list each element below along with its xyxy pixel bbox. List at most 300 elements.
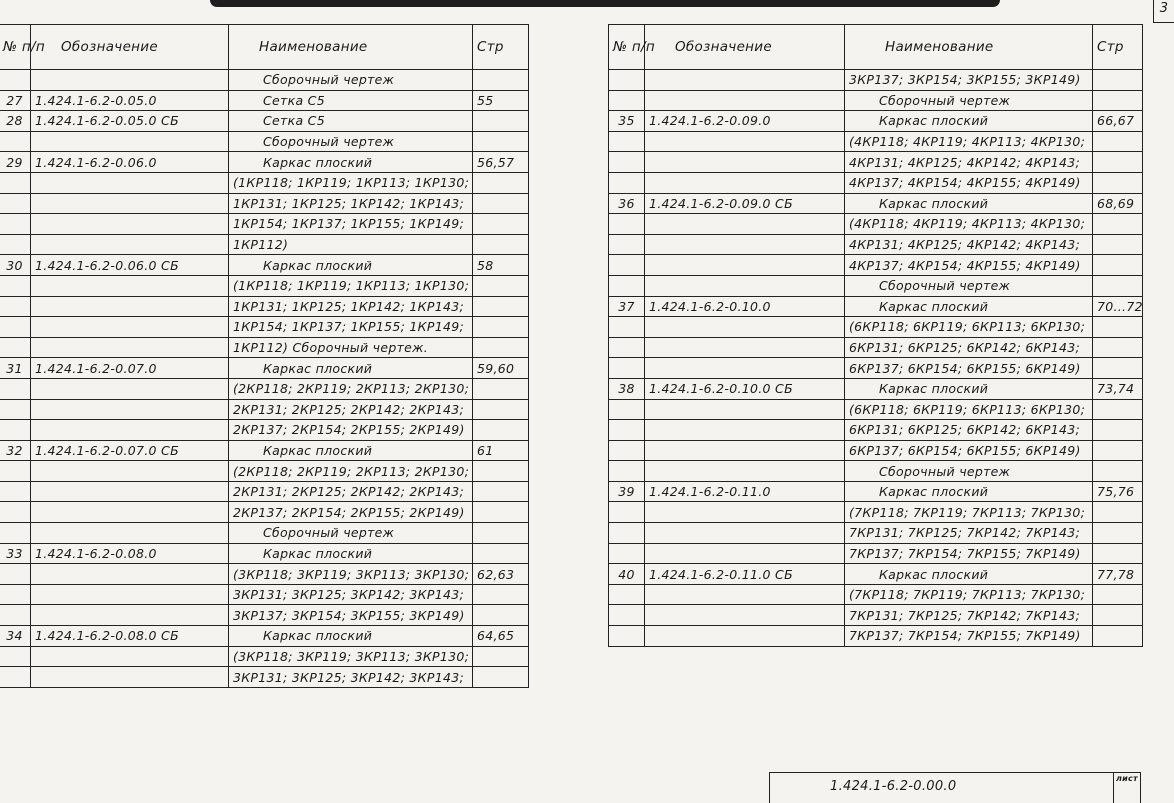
- row-number: 30: [0, 255, 31, 276]
- row-name: Каркас плоский: [229, 626, 473, 647]
- row-designation: [645, 70, 845, 91]
- row-page: [1093, 502, 1143, 523]
- header-number: № п/п: [0, 25, 31, 70]
- row-designation: [31, 317, 229, 338]
- table-row: [0, 111, 529, 132]
- row-name: 1КР154; 1КР137; 1КР155; 1КР149;: [229, 214, 473, 235]
- row-number: [609, 337, 645, 358]
- row-name: 4КР131; 4КР125; 4КР142; 4КР143;: [845, 234, 1093, 255]
- row-page: [473, 234, 529, 255]
- row-designation: [31, 214, 229, 235]
- header-name: Наименование: [229, 25, 473, 70]
- row-designation: [31, 172, 229, 193]
- row-designation: 1.424.1-6.2-0.11.0 СБ: [645, 564, 845, 585]
- row-number: [0, 667, 31, 688]
- row-designation: [31, 337, 229, 358]
- row-page: [473, 399, 529, 420]
- row-name: 3КР137; 3КР154; 3КР155; 3КР149): [845, 70, 1093, 91]
- row-number: [609, 358, 645, 379]
- row-page: [1093, 523, 1143, 544]
- table-row: [609, 523, 1143, 544]
- table-row: [0, 234, 529, 255]
- row-number: [609, 234, 645, 255]
- row-designation: [31, 296, 229, 317]
- table-row: [0, 358, 529, 379]
- table-row: [609, 358, 1143, 379]
- row-number: [609, 214, 645, 235]
- table-row: [0, 90, 529, 111]
- row-page: 62,63: [473, 564, 529, 585]
- table-row: [0, 523, 529, 544]
- row-page: [1093, 420, 1143, 441]
- row-page: [1093, 461, 1143, 482]
- row-designation: [31, 584, 229, 605]
- row-designation: [31, 523, 229, 544]
- row-page: [473, 317, 529, 338]
- row-number: [0, 172, 31, 193]
- row-designation: 1.424.1-6.2-0.06.0 СБ: [31, 255, 229, 276]
- row-designation: 1.424.1-6.2-0.11.0: [645, 481, 845, 502]
- sheet-number: 3: [1153, 0, 1174, 23]
- row-designation: [645, 543, 845, 564]
- row-name: Сборочный чертеж: [845, 90, 1093, 111]
- row-designation: [645, 399, 845, 420]
- row-number: 32: [0, 440, 31, 461]
- row-name: Каркас плоский: [229, 543, 473, 564]
- row-name: 3КР131; 3КР125; 3КР142; 3КР143;: [229, 584, 473, 605]
- table-header-row: [0, 25, 529, 70]
- row-designation: 1.424.1-6.2-0.05.0 СБ: [31, 111, 229, 132]
- row-name: (3КР118; 3КР119; 3КР113; 3КР130;: [229, 564, 473, 585]
- row-name: 1КР131; 1КР125; 1КР142; 1КР143;: [229, 296, 473, 317]
- row-name: 7КР131; 7КР125; 7КР142; 7КР143;: [845, 605, 1093, 626]
- table-row: [0, 378, 529, 399]
- table-row: [609, 502, 1143, 523]
- table-row: [609, 440, 1143, 461]
- row-name: (7КР118; 7КР119; 7КР113; 7КР130;: [845, 502, 1093, 523]
- row-designation: [645, 172, 845, 193]
- row-page: [473, 111, 529, 132]
- row-name: 6КР137; 6КР154; 6КР155; 6КР149): [845, 440, 1093, 461]
- row-designation: [645, 152, 845, 173]
- row-designation: [645, 584, 845, 605]
- row-number: [0, 502, 31, 523]
- row-number: [0, 337, 31, 358]
- table-row: [0, 152, 529, 173]
- row-name: 3КР137; 3КР154; 3КР155; 3КР149): [229, 605, 473, 626]
- row-page: 56,57: [473, 152, 529, 173]
- row-page: 68,69: [1093, 193, 1143, 214]
- row-number: [0, 584, 31, 605]
- row-name: 6КР137; 6КР154; 6КР155; 6КР149): [845, 358, 1093, 379]
- row-page: 59,60: [473, 358, 529, 379]
- table-row: [609, 584, 1143, 605]
- row-number: [609, 605, 645, 626]
- row-page: [473, 667, 529, 688]
- row-number: [0, 523, 31, 544]
- table-row: [609, 461, 1143, 482]
- table-row: [609, 234, 1143, 255]
- row-page: 77,78: [1093, 564, 1143, 585]
- row-designation: [645, 214, 845, 235]
- row-number: 34: [0, 626, 31, 647]
- row-number: [0, 420, 31, 441]
- row-page: [1093, 584, 1143, 605]
- row-page: [473, 543, 529, 564]
- row-page: [1093, 275, 1143, 296]
- table-row: [609, 255, 1143, 276]
- row-designation: [645, 502, 845, 523]
- row-designation: [645, 317, 845, 338]
- row-designation: 1.424.1-6.2-0.07.0 СБ: [31, 440, 229, 461]
- row-number: 28: [0, 111, 31, 132]
- row-number: [609, 317, 645, 338]
- row-designation: [31, 70, 229, 91]
- row-number: [0, 275, 31, 296]
- row-designation: 1.424.1-6.2-0.05.0: [31, 90, 229, 111]
- row-designation: [31, 481, 229, 502]
- row-page: [1093, 358, 1143, 379]
- table-row: [0, 626, 529, 647]
- table-row: [0, 255, 529, 276]
- row-number: [609, 523, 645, 544]
- row-designation: [31, 275, 229, 296]
- row-page: [473, 296, 529, 317]
- row-page: 64,65: [473, 626, 529, 647]
- table-row: [0, 461, 529, 482]
- table-row: [0, 214, 529, 235]
- table-row: [0, 317, 529, 338]
- row-designation: 1.424.1-6.2-0.06.0: [31, 152, 229, 173]
- row-number: [609, 172, 645, 193]
- row-name: Сетка С5: [229, 90, 473, 111]
- row-page: [1093, 152, 1143, 173]
- row-page: [1093, 90, 1143, 111]
- table-row: [609, 626, 1143, 647]
- row-number: [609, 275, 645, 296]
- row-number: [0, 605, 31, 626]
- row-page: [473, 502, 529, 523]
- row-name: Каркас плоский: [845, 378, 1093, 399]
- row-number: [609, 626, 645, 647]
- row-number: [609, 255, 645, 276]
- table-row: [609, 564, 1143, 585]
- row-designation: [645, 275, 845, 296]
- row-page: [473, 275, 529, 296]
- table-row: [0, 646, 529, 667]
- row-number: [0, 378, 31, 399]
- row-number: 33: [0, 543, 31, 564]
- row-number: [609, 440, 645, 461]
- row-designation: [645, 461, 845, 482]
- row-name: 6КР131; 6КР125; 6КР142; 6КР143;: [845, 420, 1093, 441]
- table-row: [609, 193, 1143, 214]
- title-block-stamp: [769, 772, 1141, 803]
- row-designation: 1.424.1-6.2-0.10.0: [645, 296, 845, 317]
- row-designation: [645, 90, 845, 111]
- row-name: Сетка С5: [229, 111, 473, 132]
- row-designation: [31, 378, 229, 399]
- row-page: [1093, 399, 1143, 420]
- table-row: [609, 337, 1143, 358]
- row-name: Сборочный чертеж: [229, 523, 473, 544]
- index-table-left: [0, 24, 529, 688]
- row-page: [473, 646, 529, 667]
- row-name: (6КР118; 6КР119; 6КР113; 6КР130;: [845, 317, 1093, 338]
- row-designation: 1.424.1-6.2-0.08.0: [31, 543, 229, 564]
- row-number: 38: [609, 378, 645, 399]
- row-name: (2КР118; 2КР119; 2КР113; 2КР130;: [229, 378, 473, 399]
- row-name: 2КР137; 2КР154; 2КР155; 2КР149): [229, 502, 473, 523]
- row-page: 66,67: [1093, 111, 1143, 132]
- row-designation: 1.424.1-6.2-0.09.0 СБ: [645, 193, 845, 214]
- row-name: Сборочный чертеж: [229, 70, 473, 91]
- header-name: Наименование: [845, 25, 1093, 70]
- row-page: [1093, 70, 1143, 91]
- row-name: 3КР131; 3КР125; 3КР142; 3КР143;: [229, 667, 473, 688]
- row-page: [1093, 337, 1143, 358]
- table-row: [0, 193, 529, 214]
- table-row: [609, 317, 1143, 338]
- table-row: [609, 70, 1143, 91]
- header-number: № п/п: [609, 25, 645, 70]
- table-body-left: [0, 70, 529, 688]
- row-name: Каркас плоский: [845, 296, 1093, 317]
- table-row: [0, 605, 529, 626]
- row-page: 55: [473, 90, 529, 111]
- table-row: [0, 543, 529, 564]
- row-number: 31: [0, 358, 31, 379]
- row-name: Каркас плоский: [845, 111, 1093, 132]
- row-designation: [31, 605, 229, 626]
- table-row: [0, 481, 529, 502]
- row-page: [473, 420, 529, 441]
- row-designation: [645, 523, 845, 544]
- row-number: [609, 131, 645, 152]
- row-number: [609, 543, 645, 564]
- row-number: [0, 317, 31, 338]
- row-number: 40: [609, 564, 645, 585]
- row-name: 2КР137; 2КР154; 2КР155; 2КР149): [229, 420, 473, 441]
- row-number: [609, 502, 645, 523]
- row-page: [1093, 626, 1143, 647]
- row-number: [0, 461, 31, 482]
- header-designation: Обозначение: [645, 25, 845, 70]
- table-row: [609, 111, 1143, 132]
- row-name: Каркас плоский: [845, 481, 1093, 502]
- row-name: 4КР137; 4КР154; 4КР155; 4КР149): [845, 255, 1093, 276]
- row-name: 4КР131; 4КР125; 4КР142; 4КР143;: [845, 152, 1093, 173]
- row-number: [0, 131, 31, 152]
- row-number: [609, 90, 645, 111]
- table-row: [0, 440, 529, 461]
- table-row: [0, 337, 529, 358]
- table-row: [609, 296, 1143, 317]
- row-designation: 1.424.1-6.2-0.07.0: [31, 358, 229, 379]
- top-border-line: [210, 0, 1000, 7]
- row-name: (3КР118; 3КР119; 3КР113; 3КР130;: [229, 646, 473, 667]
- row-number: [609, 584, 645, 605]
- row-number: [0, 296, 31, 317]
- row-page: [473, 214, 529, 235]
- row-designation: [645, 255, 845, 276]
- row-name: 1КР112) Сборочный чертеж.: [229, 337, 473, 358]
- row-number: [609, 152, 645, 173]
- row-designation: [645, 337, 845, 358]
- row-name: 1КР154; 1КР137; 1КР155; 1КР149;: [229, 317, 473, 338]
- row-designation: [31, 502, 229, 523]
- row-page: [1093, 605, 1143, 626]
- table-row: [609, 275, 1143, 296]
- row-page: [473, 337, 529, 358]
- table-row: [0, 275, 529, 296]
- row-page: 70...72: [1093, 296, 1143, 317]
- row-page: [473, 461, 529, 482]
- table-row: [609, 214, 1143, 235]
- row-page: [473, 481, 529, 502]
- row-designation: [31, 131, 229, 152]
- table-row: [609, 378, 1143, 399]
- table-row: [0, 131, 529, 152]
- row-page: 58: [473, 255, 529, 276]
- index-table-right: [608, 24, 1143, 647]
- table-row: [0, 564, 529, 585]
- row-name: 6КР131; 6КР125; 6КР142; 6КР143;: [845, 337, 1093, 358]
- header-page: Стр: [1093, 25, 1143, 70]
- table-row: [0, 667, 529, 688]
- row-number: [0, 234, 31, 255]
- row-designation: 1.424.1-6.2-0.10.0 СБ: [645, 378, 845, 399]
- row-number: [609, 70, 645, 91]
- row-name: Каркас плоский: [229, 152, 473, 173]
- row-page: [473, 131, 529, 152]
- row-page: [473, 523, 529, 544]
- table-row: [609, 399, 1143, 420]
- row-designation: [645, 605, 845, 626]
- row-designation: [645, 626, 845, 647]
- table-row: [609, 605, 1143, 626]
- row-page: 75,76: [1093, 481, 1143, 502]
- table-row: [0, 399, 529, 420]
- row-name: 7КР137; 7КР154; 7КР155; 7КР149): [845, 626, 1093, 647]
- row-number: [0, 564, 31, 585]
- row-name: Каркас плоский: [845, 564, 1093, 585]
- row-name: (7КР118; 7КР119; 7КР113; 7КР130;: [845, 584, 1093, 605]
- row-page: [473, 172, 529, 193]
- row-designation: [31, 420, 229, 441]
- row-number: [609, 399, 645, 420]
- row-page: 61: [473, 440, 529, 461]
- row-name: Каркас плоский: [845, 193, 1093, 214]
- row-name: Каркас плоский: [229, 255, 473, 276]
- table-row: [0, 502, 529, 523]
- row-name: (6КР118; 6КР119; 6КР113; 6КР130;: [845, 399, 1093, 420]
- table-row: [609, 172, 1143, 193]
- table-row: [609, 420, 1143, 441]
- row-name: 2КР131; 2КР125; 2КР142; 2КР143;: [229, 481, 473, 502]
- row-page: [1093, 440, 1143, 461]
- row-number: 36: [609, 193, 645, 214]
- row-page: [473, 378, 529, 399]
- row-page: [473, 70, 529, 91]
- table-row: [0, 172, 529, 193]
- row-page: [1093, 234, 1143, 255]
- row-name: (4КР118; 4КР119; 4КР113; 4КР130;: [845, 131, 1093, 152]
- row-page: [1093, 255, 1143, 276]
- row-number: [0, 193, 31, 214]
- row-designation: [645, 131, 845, 152]
- row-name: 1КР112): [229, 234, 473, 255]
- row-number: [0, 481, 31, 502]
- table-row: [609, 131, 1143, 152]
- row-designation: [31, 399, 229, 420]
- header-designation: Обозначение: [31, 25, 229, 70]
- row-designation: [31, 646, 229, 667]
- row-name: Сборочный чертеж: [845, 275, 1093, 296]
- row-designation: [31, 667, 229, 688]
- row-name: (4КР118; 4КР119; 4КР113; 4КР130;: [845, 214, 1093, 235]
- stamp-sheet-box: [1113, 773, 1140, 803]
- row-designation: [31, 193, 229, 214]
- row-designation: [645, 234, 845, 255]
- row-number: 37: [609, 296, 645, 317]
- row-page: [473, 605, 529, 626]
- row-name: Каркас плоский: [229, 358, 473, 379]
- row-name: 7КР137; 7КР154; 7КР155; 7КР149): [845, 543, 1093, 564]
- table-body-right: [609, 70, 1143, 647]
- table-row: [0, 296, 529, 317]
- row-number: [0, 399, 31, 420]
- row-name: Сборочный чертеж: [229, 131, 473, 152]
- row-number: 39: [609, 481, 645, 502]
- row-name: (1КР118; 1КР119; 1КР113; 1КР130;: [229, 172, 473, 193]
- row-name: 1КР131; 1КР125; 1КР142; 1КР143;: [229, 193, 473, 214]
- row-designation: [31, 461, 229, 482]
- row-name: (1КР118; 1КР119; 1КР113; 1КР130;: [229, 275, 473, 296]
- row-number: [0, 214, 31, 235]
- header-page: Стр: [473, 25, 529, 70]
- row-designation: 1.424.1-6.2-0.09.0: [645, 111, 845, 132]
- row-page: [473, 193, 529, 214]
- row-number: 27: [0, 90, 31, 111]
- row-page: [1093, 317, 1143, 338]
- row-name: (2КР118; 2КР119; 2КР113; 2КР130;: [229, 461, 473, 482]
- row-name: Каркас плоский: [229, 440, 473, 461]
- row-name: Сборочный чертеж: [845, 461, 1093, 482]
- table-row: [0, 420, 529, 441]
- row-number: [0, 70, 31, 91]
- row-name: 2КР131; 2КР125; 2КР142; 2КР143;: [229, 399, 473, 420]
- row-page: [1093, 543, 1143, 564]
- table-row: [609, 543, 1143, 564]
- row-designation: [645, 358, 845, 379]
- row-page: [1093, 172, 1143, 193]
- stamp-label: лист: [1115, 774, 1138, 783]
- table-row: [609, 152, 1143, 173]
- row-designation: [31, 234, 229, 255]
- table-row: [609, 481, 1143, 502]
- row-designation: [645, 440, 845, 461]
- table-row: [0, 70, 529, 91]
- row-designation: 1.424.1-6.2-0.08.0 СБ: [31, 626, 229, 647]
- row-number: 29: [0, 152, 31, 173]
- row-number: [0, 646, 31, 667]
- row-number: [609, 420, 645, 441]
- row-designation: [645, 420, 845, 441]
- row-number: [609, 461, 645, 482]
- table-row: [0, 584, 529, 605]
- table-row: [609, 90, 1143, 111]
